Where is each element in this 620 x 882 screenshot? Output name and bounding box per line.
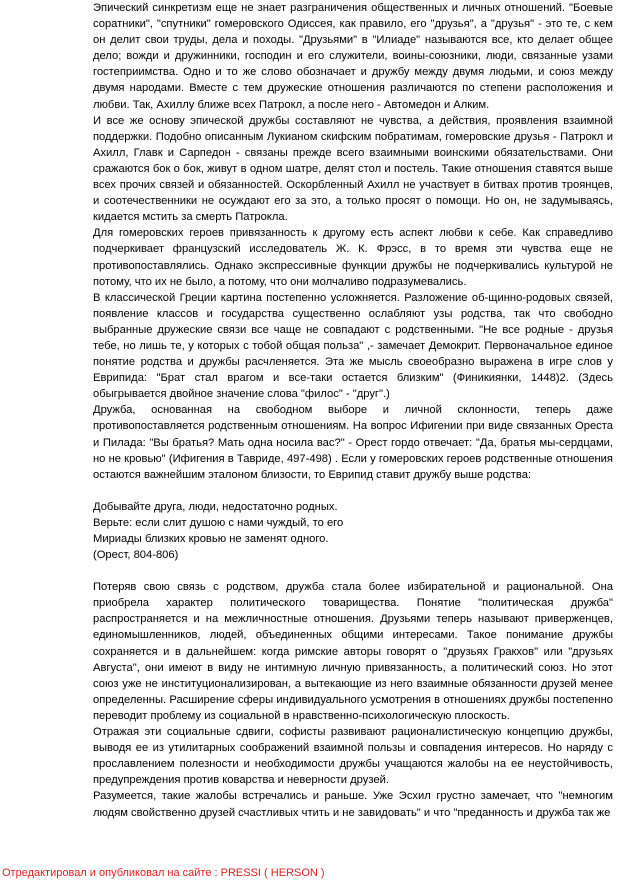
quote-citation: (Орест, 804-806) — [93, 549, 179, 562]
paragraph: Потеряв свою связь с родством, дружба стала более избирательной и рациональной. Она приобрела характер политического товарищества. Понятие "политическая дружба" распространяется и на межличностные отношения. Друзьями теперь называют приверженцев, единомышленников, людей, объединенных общими интересами. Такое понимание дружбы сохраняется и в дальнейшем: когда римские авторы говорят о "друзьях Гракхов" или "друзьях Августа", они имеют в виду не интимную личную привязанность, а политический союз. Но этот союз уже не институционализирован, а вытекающие из него взаимные обязанности друзей менее определенны. Расширение сферы индивидуального усмотрения в отношениях дружбы постепенно переводит проблему из социальной в нравственно-психологическую плоскость. — [93, 581, 613, 722]
paragraph: Эпический синкретизм еще не знает разграничения общественных и личных отношений. "Боевые соратники", "спутники" гомеровского Одиссея, как правило, его "друзья", а "друзья" - это те, с кем он делит свои труды, дела и походы. "Друзьями" в "Илиаде" называются все, кто делает общее дело; вожди и дружинники, господин и его служители, воины-союзники, люди, связанные узами гостеприимства. Одно и то же слово обозначает и дружбу между двумя людьми, и союз между двумя народами. Вместе с тем дружеские отношения различаются по степени расположения и любви. Так, Ахиллу ближе всех Патрокл, а после него - Автомедон и Алким. — [93, 2, 613, 111]
quote-line: Мириады близких кровью не заменят одного. — [93, 533, 329, 545]
document-body — [93, 0, 613, 821]
footer-publisher-note: Отредактировал и опубликовал на сайте : PRESSI ( HERSON ) — [2, 867, 325, 879]
paragraph: Разумеется, такие жалобы встречались и раньше. Уже Эсхил грустно замечает, что "немногим людям свойственно друзей счастливых чтить и не завидовать" и что "преданность и дружба так же — [93, 790, 613, 819]
paragraph: Для гомеровских героев привязанность к другому есть аспект любви к себе. Как справедливо подчеркивает французский исследователь Ж. К. Фрэсс, в то время эти чувства еще не противопоставлялись. Однако экспрессивные функции дружбы не подчеркивались культурой не потому, что их не было, а потому, что они молчаливо подразумевались. — [93, 227, 613, 288]
quote-line: Верьте: если слит душою с нами чуждый, то его — [93, 516, 344, 529]
spacer — [93, 563, 613, 579]
spacer — [93, 483, 613, 499]
paragraph: И все же основу эпической дружбы составляют не чувства, а действия, проявления взаимной поддержки. Подобно описанным Лукианом скифским побратимам, гомеровские друзья - Патрокл и Ахилл, Главк и Сарпедон - связаны прежде всего взаимными воинскими обязательствами. Они сражаются бок о бок, живут в одном шатре, делят стол и постель. Такие отношения ставятся выше всех прочих связей и обязанностей. Оскорбленный Ахилл не участвует в битвах против троянцев, и соотечественники не осуждают его за это, а только просят о помощи. Но он, не задумываясь, кидается мстить за смерть Патрокла. — [93, 114, 613, 224]
paragraph: Дружба, основанная на свободном выборе и личной склонности, теперь даже противопоставляется родственным отношениям. На вопрос Ифигении при виде связанных Ореста и Пилада: "Вы братья? Мать одна носила вас?" - Орест гордо отвечает: "Да, братья мы-сердцами, но не кровью" (Ифигения в Тавриде, 497-498) . Если у гомеровских героев родственные отношения остаются важнейшим эталоном близости, то Еврипид ставит дружбу выше родства: — [93, 404, 613, 481]
paragraph: В классической Греции картина постепенно усложняется. Разложение об-щинно-родовых связей, появление классов и государства существенно ослабляют узы родства, так что свободно выбранные дружеские связи все чаще не совпадают с родственными. "Не все родные - друзья тебе, но лишь те, у которых с тобой общая польза" ,- замечает Демокрит. Первоначальное единое понятие родства и дружбы расчленяется. Эта же мысль своеобразно выражена в игре слов у Еврипида: "Брат стал врагом и все-таки остается близким" (Финикиянки, 1448)2. (Здесь обыгрывается двойное значение слова "филос" - "друг".) — [93, 291, 613, 401]
quote-line: Добывайте друга, люди, недостаточно родных. — [93, 500, 338, 513]
verse-quote — [93, 499, 613, 563]
paragraph: Отражая эти социальные сдвиги, софисты развивают рационалистическую концепцию дружбы, выводя ее из утилитарных соображений взаимной пользы и совпадения интересов. Но наряду с прославлением полезности и необходимости дружбы учащаются жалобы на ее неустойчивость, предупреждения против коварства и неверности друзей. — [93, 726, 613, 787]
